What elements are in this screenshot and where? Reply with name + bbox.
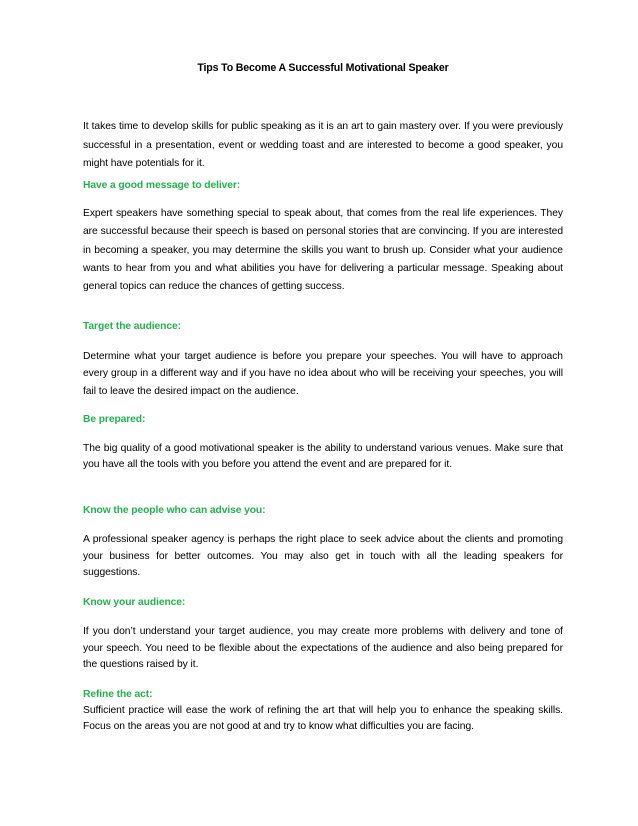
section-heading-advisors: Know the people who can advise you: <box>83 505 266 516</box>
section-body-target-audience <box>83 348 563 400</box>
section-body-be-prepared <box>83 441 563 473</box>
section-body-advisors <box>83 532 563 582</box>
document-title: Tips To Become A Successful Motivational Speaker <box>197 62 449 74</box>
section-heading-message: Have a good message to deliver: <box>83 180 241 191</box>
section-text-advisors: A professional speaker agency is perhaps the right place to seek advice about the clients and promoting your business for better outcomes. You may also get in touch with all the leading speakers for suggestions. <box>83 534 563 578</box>
section-text-be-prepared: The big quality of a good motivational speaker is the ability to understand various venues. Make sure that you have all the tools with you before you attend the event and are prepared for it. <box>83 443 563 470</box>
section-text-target-audience: Determine what your target audience is before you prepare your speeches. You will have to approach every group in a different way and if you have no idea about who will be receiving your speeches, you will fail to leave the desired impact on the audience. <box>83 351 563 397</box>
section-text-refine: Sufficient practice will ease the work of refining the art that will help you to enhance the speaking skills. Focus on the areas you are not good at and try to know what difficulties you are facing. <box>83 705 563 733</box>
section-text-message: Expert speakers have something special to speak about, that comes from the real life experiences. They are successful because their speech is based on personal stories that are convincing. If you are interested in becoming a speaker, you may determine the skills you want to brush up. Consider what your audience wants to hear from you and what abilities you have for delivering a particular message. Speaking about general topics can reduce the chances of getting success. <box>83 208 563 293</box>
section-body-message <box>83 205 563 296</box>
section-heading-refine: Refine the act: <box>83 689 153 700</box>
section-heading-be-prepared: Be prepared: <box>83 414 146 425</box>
section-heading-know-audience: Know your audience: <box>83 597 186 608</box>
intro-text: It takes time to develop skills for public speaking as it is an art to gain mastery over. If you were previously successful in a presentation, event or wedding toast and are interested to become a good speaker, you might have potentials for it. <box>83 121 563 169</box>
intro-paragraph <box>83 118 563 174</box>
section-body-refine <box>83 703 563 735</box>
section-text-know-audience: If you don’t understand your target audience, you may create more problems with delivery and tone of your speech. You need to be flexible about the expectations of the audience and also being prepared for the questions raised by it. <box>83 626 563 671</box>
section-body-know-audience <box>83 624 563 674</box>
section-heading-target-audience: Target the audience: <box>83 321 181 332</box>
